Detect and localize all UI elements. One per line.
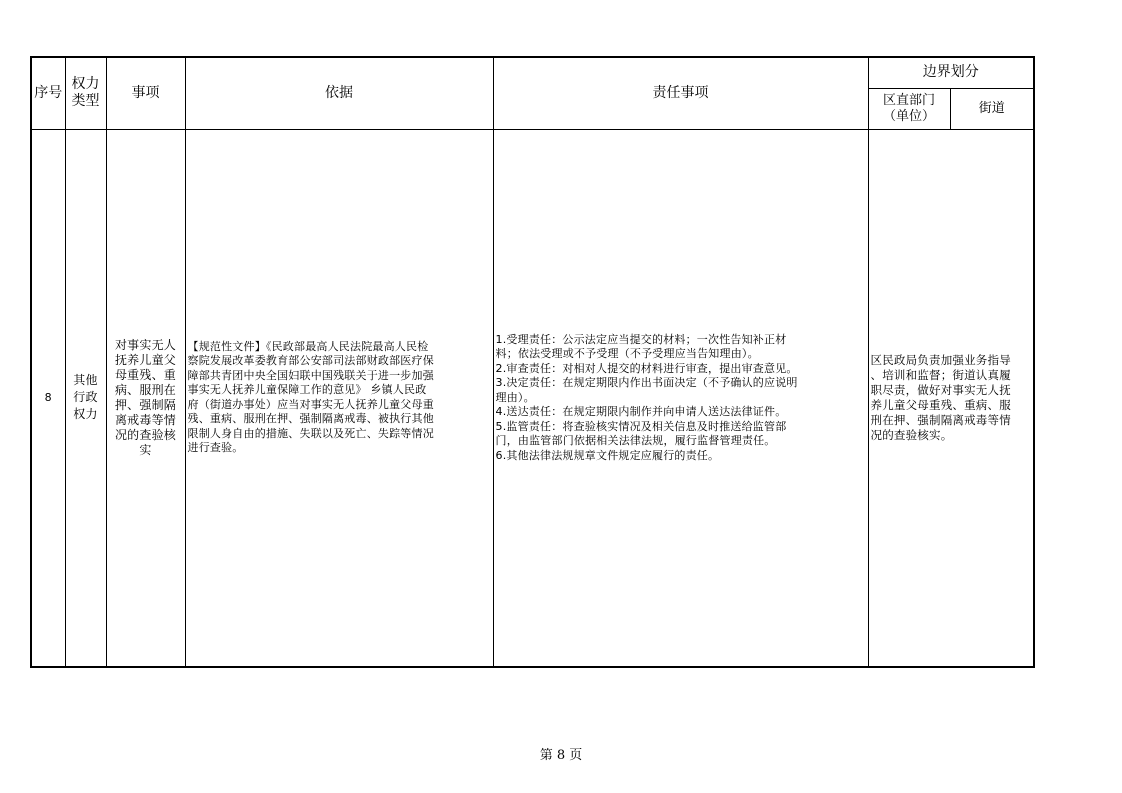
text-line: 对事实无人 [114, 337, 176, 352]
text-line: 类型 [71, 93, 100, 110]
text-line: 2.审查责任：对相对人提交的材料进行审查，提出审查意见。 [495, 361, 798, 375]
header-basis: 依据 [185, 57, 493, 129]
header-seq: 序号 [31, 57, 65, 129]
text-line: 残、重病、服刑在押、强制隔离戒毒、被执行其他 [187, 412, 434, 426]
text-line: 职尽责，做好对事实无人抚 [870, 382, 1011, 397]
text-line: 权力 [71, 76, 100, 93]
text-line: 府（街道办事处）应当对事实无人抚养儿童父母重 [187, 397, 434, 411]
text-line: 理由）。 [495, 390, 535, 404]
text-line: 养儿童父母重残、重病、服 [870, 397, 1011, 412]
text-line: 限制人身自由的措施、失联以及死亡、失踪等情况 [187, 426, 434, 440]
text-line: 实 [139, 442, 152, 457]
text-line: 权力 [73, 407, 98, 422]
text-line: 料；依法受理或不予受理（不予受理应当告知理由）。 [495, 347, 759, 360]
text-line: 4.送达责任：在规定期限内制作并向申请人送达法律证件。 [495, 405, 787, 418]
text-line: 进行查验。 [187, 441, 244, 455]
cell-basis [185, 129, 493, 667]
cell-responsibility [493, 129, 868, 667]
header-item: 事项 [106, 57, 185, 129]
text-line: 其他 [73, 373, 98, 388]
header-boundary: 边界划分 [868, 57, 1034, 88]
text-line: 1.受理责任：公示法定应当提交的材料；一次性告知补正材 [495, 332, 787, 346]
text-line: 况的查验核 [114, 427, 176, 442]
text-line: 障部共青团中央全国妇联中国残联关于进一步加强 [187, 368, 434, 382]
text-line: 【规范性文件】《民政部最高人民法院最高人民检 [187, 339, 429, 353]
text-line: 押、强制隔 [114, 397, 176, 412]
text-line: 抚养儿童父 [114, 352, 176, 367]
text-line: 3.决定责任：在规定期限内作出书面决定（不予确认的应说明 [495, 376, 798, 389]
header-street: 街道 [950, 88, 1034, 129]
text-line: 区直部门 [882, 92, 935, 108]
text-line: 事实无人抚养儿童保障工作的意见》 乡镇人民政 [187, 383, 427, 397]
header-district-dept [868, 88, 950, 129]
text-line: 门，由监管部门依据相关法律法规，履行监督管理责任。 [495, 434, 776, 447]
text-line: （单位） [882, 108, 935, 124]
cell-power-type [65, 129, 106, 667]
header-power-type [65, 57, 106, 129]
table-row [31, 129, 1034, 667]
cell-seq: 8 [31, 129, 65, 667]
text-line: 母重残、重 [114, 367, 176, 382]
text-line: 离戒毒等情 [114, 412, 176, 427]
text-line: 察院发展改革委教育部公安部司法部财政部医疗保 [187, 354, 434, 368]
text-line: 区民政局负责加强业务指导 [870, 352, 1011, 367]
text-line: 病、服刑在 [114, 382, 176, 397]
cell-item [106, 129, 185, 667]
text-line: 刑在押、强制隔离戒毒等情 [870, 412, 1011, 427]
text-line: 、培训和监督；街道认真履 [870, 367, 1011, 382]
header-responsibility: 责任事项 [493, 57, 868, 129]
page-number: 第 8 页 [539, 748, 583, 763]
text-line: 5.监管责任：将查验核实情况及相关信息及时推送给监管部 [495, 419, 787, 433]
cell-boundary [868, 129, 1034, 667]
text-line: 行政 [73, 390, 98, 405]
power-list-table [30, 56, 1035, 668]
text-line: 6.其他法律法规规章文件规定应履行的责任。 [495, 448, 720, 462]
text-line: 况的查验核实。 [870, 427, 953, 442]
